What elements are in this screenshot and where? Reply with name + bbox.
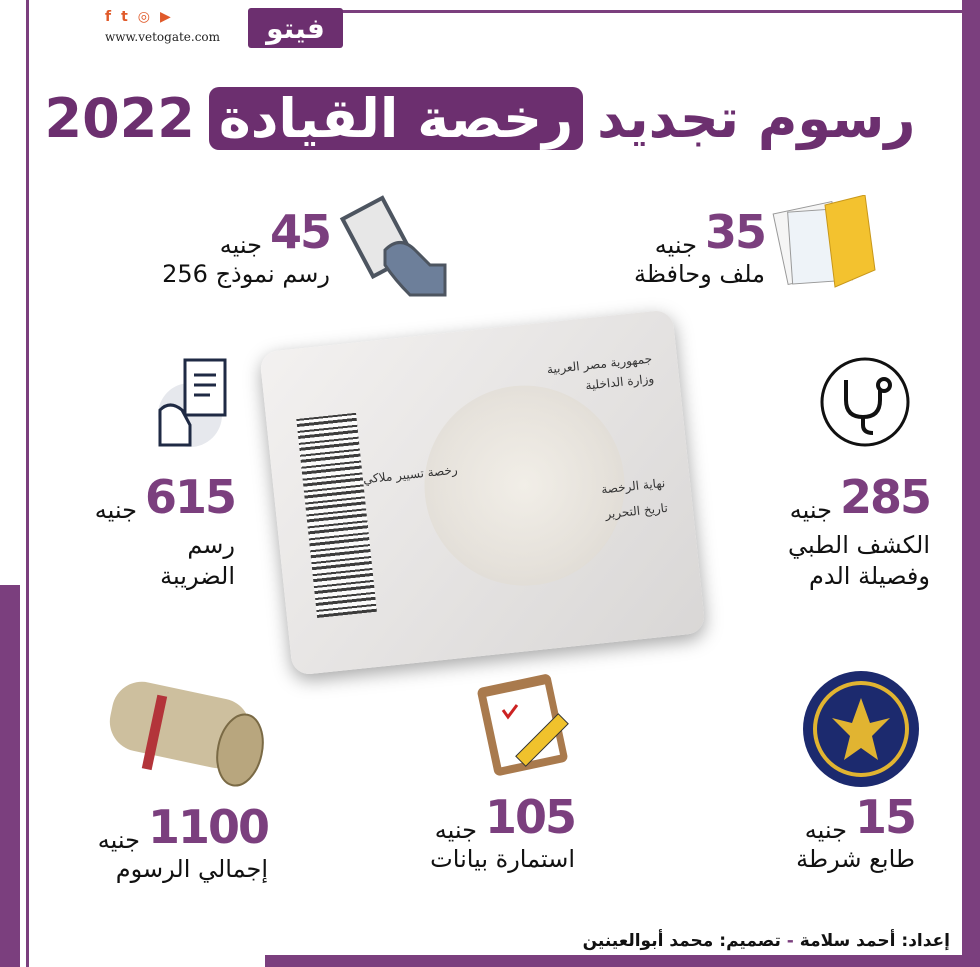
frame-bar-right: [962, 0, 980, 967]
prep-name: أحمد سلامة: [799, 931, 896, 951]
fee-file-label: ملف وحافظة: [633, 260, 765, 288]
clipboard-icon: [465, 665, 595, 785]
fee-model: [162, 205, 330, 290]
prep-label: إعداد:: [901, 931, 950, 951]
credits-footer: [583, 931, 950, 951]
frame-top-line: [258, 10, 962, 13]
fee-medical-amount: 285: [839, 470, 930, 524]
fee-police-amount: 15: [854, 790, 915, 844]
license-card-image: [259, 309, 706, 676]
fee-file-amount: 35: [704, 205, 765, 259]
fee-form-label: استمارة بيانات: [430, 845, 575, 873]
frame-bottom-bar: [265, 955, 980, 967]
fee-model-label: رسم نموذج 256: [162, 260, 330, 288]
money-roll-icon: [90, 670, 270, 790]
site-url[interactable]: www.vetogate.com: [105, 30, 221, 44]
page-title: [40, 78, 920, 158]
design-name: محمد أبوالعينين: [582, 931, 714, 951]
twitter-icon[interactable]: t: [121, 9, 128, 25]
card-line1: جمهورية مصر العربية: [546, 351, 653, 377]
fee-tax: [95, 470, 235, 592]
document-hand-icon: [150, 355, 240, 450]
instagram-icon[interactable]: ◎: [137, 9, 151, 25]
design-label: تصميم:: [719, 931, 781, 951]
fee-total-label: إجمالي الرسوم: [115, 855, 268, 883]
fee-police-unit: جنيه: [804, 816, 847, 844]
facebook-icon[interactable]: f: [105, 9, 112, 25]
fee-tax-amount: 615: [144, 470, 235, 524]
barcode: [296, 413, 377, 618]
title-part1: رسوم تجديد: [597, 86, 916, 150]
fee-tax-label2: الضريبة: [160, 562, 235, 591]
frame-bar-left: [0, 585, 20, 967]
fee-form-amount: 105: [484, 790, 575, 844]
fee-tax-unit: جنيه: [94, 496, 137, 524]
fee-model-amount: 45: [269, 205, 330, 259]
police-emblem-icon: [800, 668, 922, 790]
fee-form-unit: جنيه: [434, 816, 477, 844]
fee-form: [430, 790, 575, 875]
youtube-icon[interactable]: ▶: [160, 9, 171, 25]
social-icons: [105, 8, 245, 26]
fee-total-amount: 1100: [147, 800, 268, 854]
fee-medical-label2: وفصيلة الدم: [809, 562, 930, 591]
fee-file-unit: جنيه: [654, 231, 697, 259]
fee-file: [634, 205, 765, 290]
fee-medical-unit: جنيه: [789, 496, 832, 524]
card-line4: نهاية الرخصة: [600, 475, 666, 497]
title-year: 2022: [44, 86, 195, 150]
fee-police-label: طابع شرطة: [796, 845, 915, 873]
credits-separator: -: [786, 931, 794, 951]
card-line3: رخصة تسيير ملاكي: [362, 462, 459, 487]
fee-total-unit: جنيه: [97, 826, 140, 854]
fee-medical-label1: الكشف الطبي: [787, 531, 930, 559]
social-header: [105, 8, 245, 48]
stethoscope-icon: [818, 355, 913, 450]
vetogate-logo: فيتو: [248, 8, 343, 48]
frame-line-left: [26, 0, 29, 967]
fee-tax-label1: رسم: [187, 531, 235, 559]
card-line2: وزارة الداخلية: [584, 371, 655, 393]
folder-icon: [770, 195, 880, 295]
fee-total: [98, 800, 268, 885]
fee-medical: [788, 470, 930, 592]
fee-police: [796, 790, 915, 875]
card-line5: تاريخ التحرير: [604, 500, 669, 522]
title-highlight: رخصة القيادة: [209, 87, 583, 150]
fee-model-unit: جنيه: [219, 231, 262, 259]
hand-money-icon: [335, 195, 450, 300]
